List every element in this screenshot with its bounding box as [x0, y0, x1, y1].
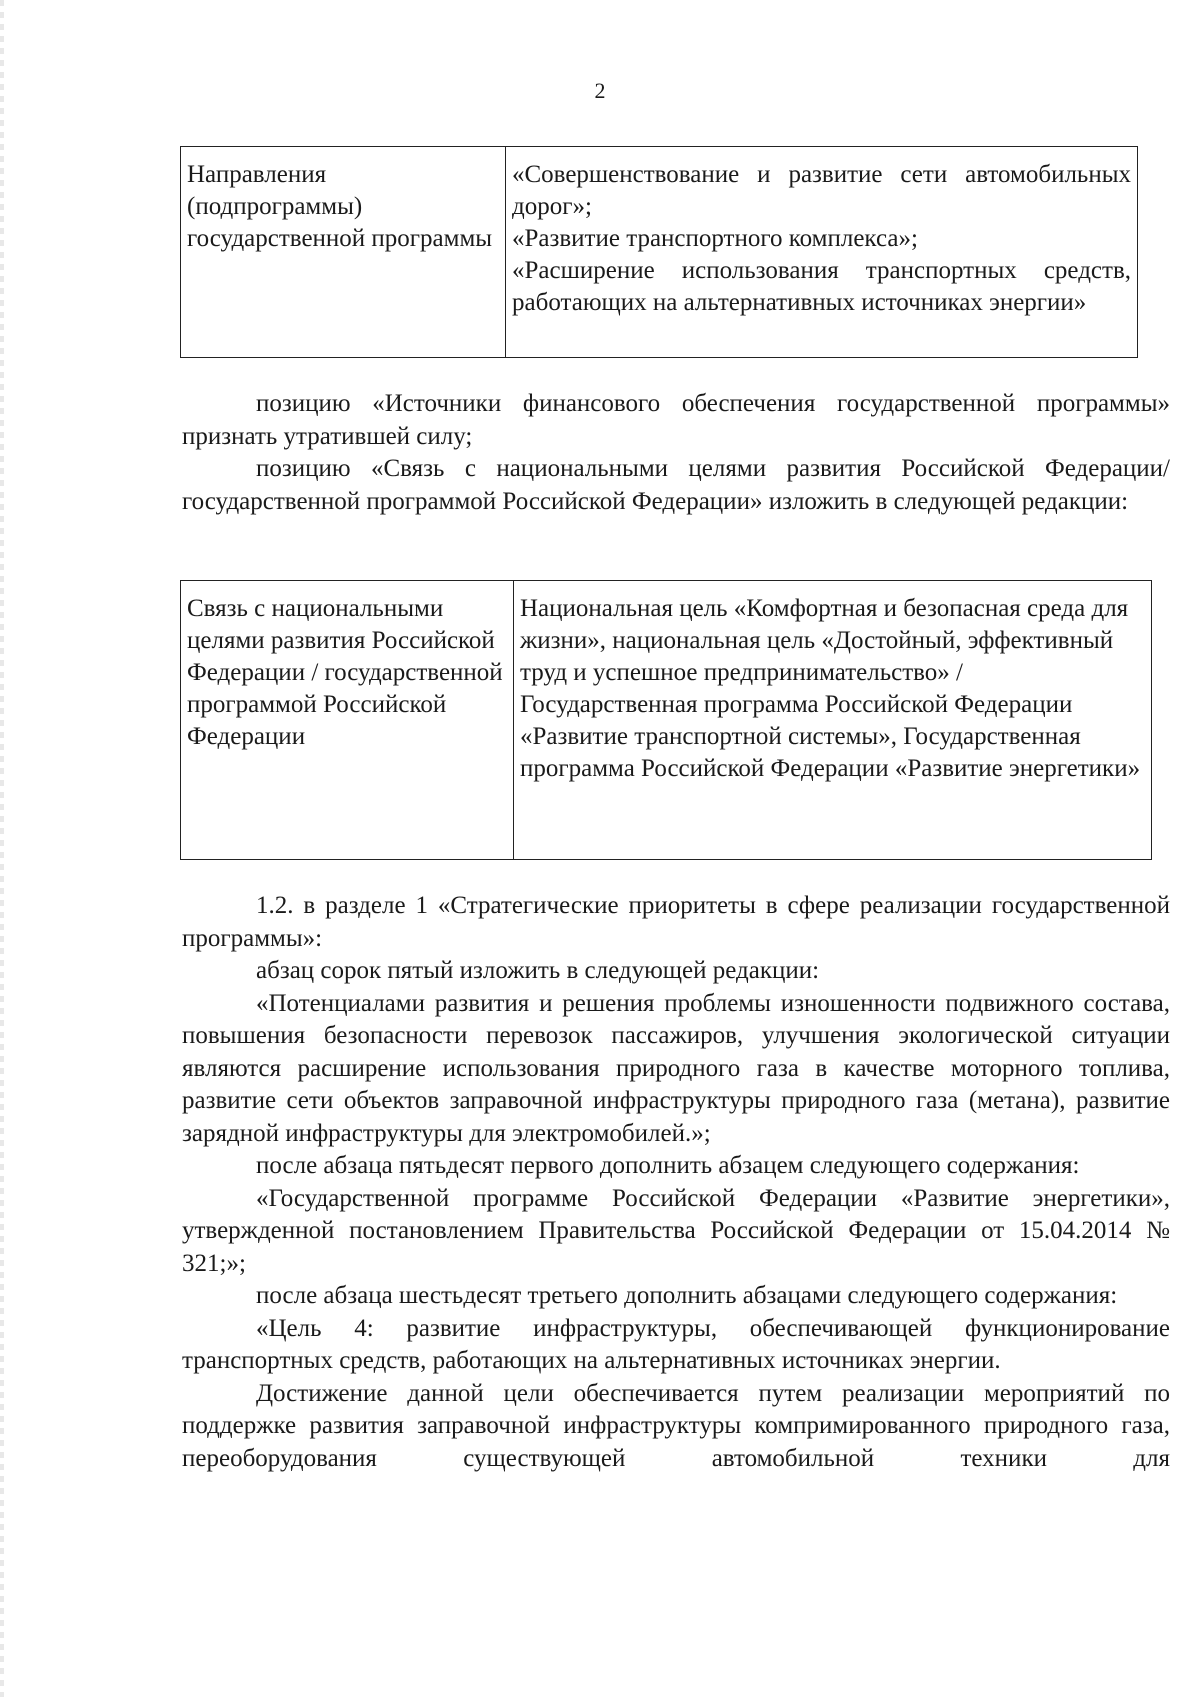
paragraph: 1.2. в разделе 1 «Стратегические приоритеты в сфере реализации государственной программы»:: [182, 892, 1170, 952]
paragraph: «Цель 4: развитие инфраструктуры, обеспечивающей функционирование транспортных средств, работающих на альтернативных источниках энергии.: [182, 1314, 1170, 1374]
program-line: «Расширение использования транспортных средств, работающих на альтернативных источниках энергии»: [512, 257, 1131, 316]
scan-edge: [0, 0, 4, 1697]
table-row: [181, 581, 1152, 860]
table-row: [181, 147, 1138, 358]
national-goals-table: [180, 580, 1152, 860]
programs-table: [180, 146, 1138, 358]
page-number: 2: [594, 78, 606, 103]
program-line: «Развитие транспортного комплекса»;: [512, 225, 918, 252]
paragraph: после абзаца пятьдесят первого дополнить абзацем следующего содержания:: [256, 1152, 1080, 1179]
paragraph: «Государственной программе Российской Федерации «Развитие энергетики», утвержденной постановлением Правительства Российской Федерации от 15.04.2014 № 321;»;: [182, 1184, 1170, 1277]
goals-label-cell: Связь с национальными целями развития Российской Федерации / государственной программой Российской Федерации: [181, 581, 514, 860]
paragraph: позицию «Источники финансового обеспечения государственной программы» признать утратившей силу;: [182, 390, 1170, 450]
body-text: [182, 890, 1170, 1475]
programs-value-cell: [506, 147, 1138, 358]
goals-value-cell: Национальная цель «Комфортная и безопасная среда для жизни», национальная цель «Достойный, эффективный труд и успешное предпринимательство» / Государственная программа Российской Федерации «Развитие транспортной системы», Государственная программа Российской Федерации «Развитие энергетики»: [514, 581, 1152, 860]
paragraph: «Потенциалами развития и решения проблемы изношенности подвижного состава, повышения безопасности перевозок пассажиров, улучшения экологической ситуации являются расширение использования природного газа в качестве моторного топлива, развитие сети объектов заправочной инфраструктуры природного газа (метана), развитие зарядной инфраструктуры для электромобилей.»;: [182, 989, 1170, 1147]
programs-label-cell: Направления (подпрограммы) государственной программы: [181, 147, 506, 358]
paragraph: после абзаца шестьдесят третьего дополнить абзацами следующего содержания:: [256, 1282, 1118, 1309]
paragraph: позицию «Связь с национальными целями развития Российской Федерации/государственной программой Российской Федерации» изложить в следующей редакции:: [182, 455, 1170, 515]
paragraph: Достижение данной цели обеспечивается путем реализации мероприятий по поддержке развития заправочной инфраструктуры компримированного природного газа, переоборудования существующей автомобильной техники для: [182, 1379, 1170, 1472]
program-line: «Совершенствование и развитие сети автомобильных дорог»;: [512, 161, 1131, 220]
amendment-paragraphs: [182, 388, 1170, 518]
paragraph: абзац сорок пятый изложить в следующей редакции:: [256, 957, 820, 984]
